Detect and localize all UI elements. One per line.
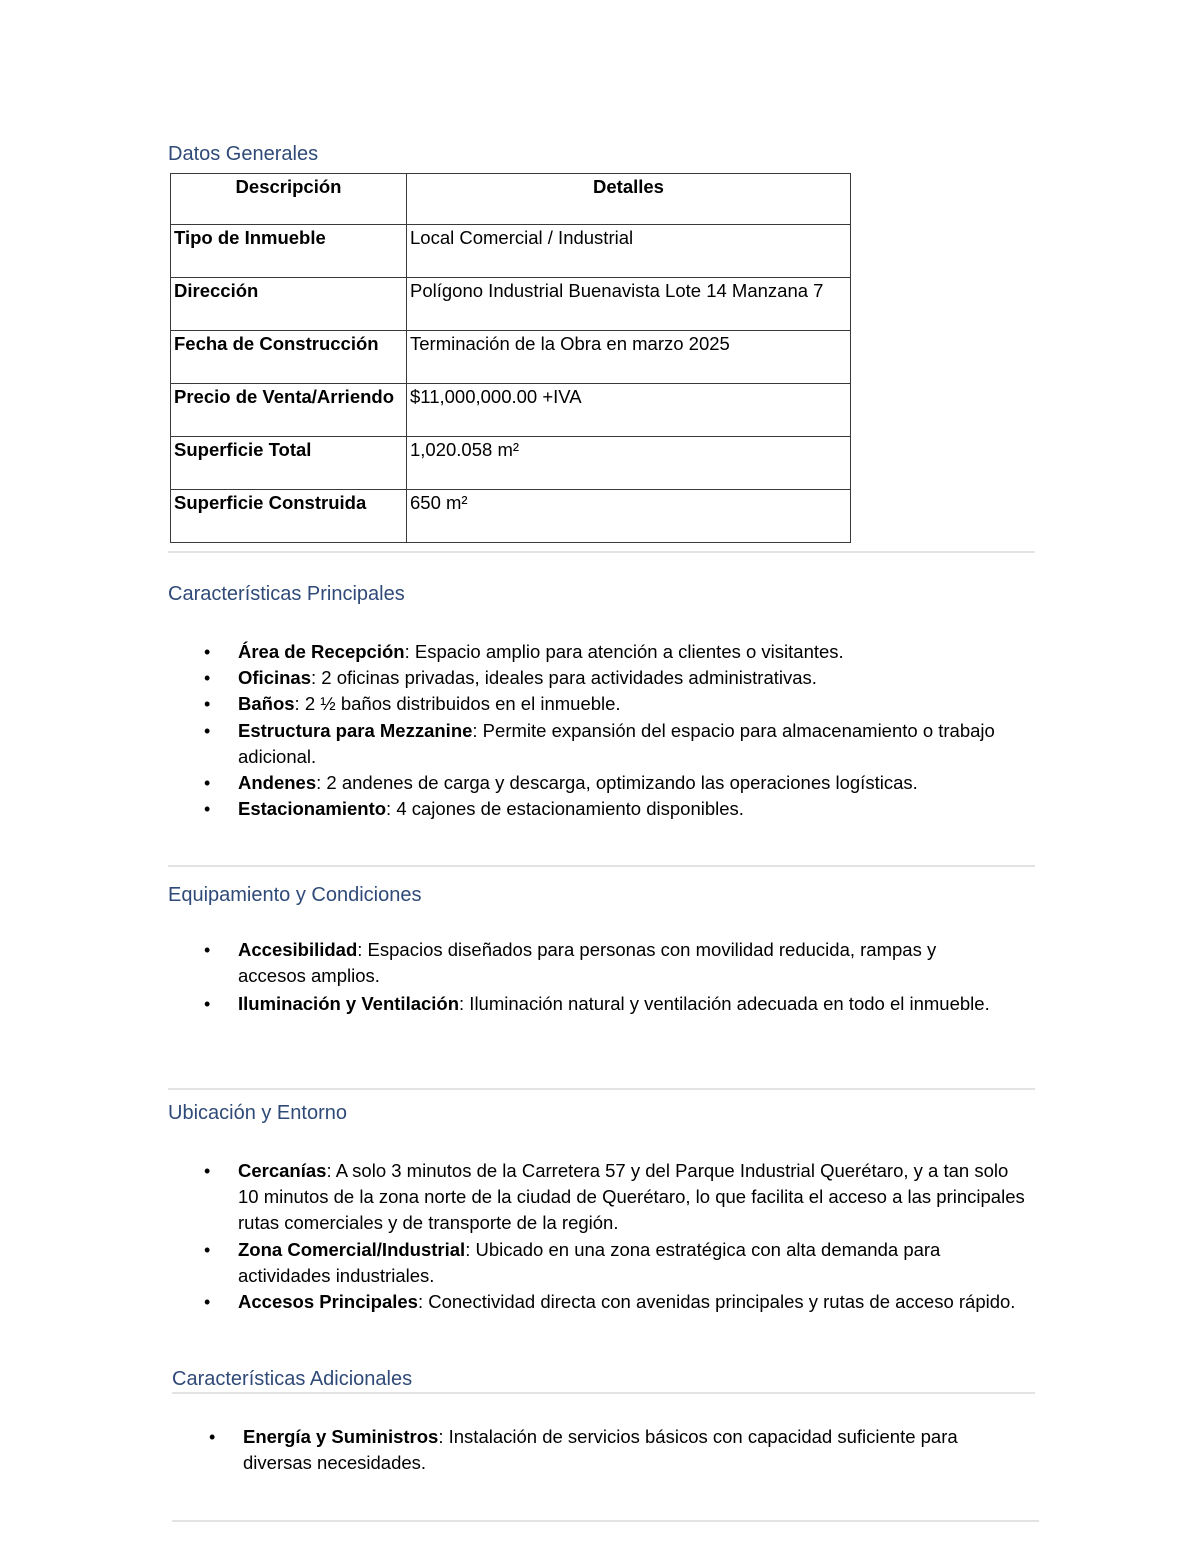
table-row-value: Local Comercial / Industrial — [407, 225, 851, 278]
table-header-cell: Descripción — [171, 174, 407, 225]
table-row-value: Polígono Industrial Buenavista Lote 14 Manzana 7 — [407, 278, 851, 331]
list-item — [204, 796, 998, 822]
bullet-icon: • — [204, 720, 211, 741]
list-item-term: Baños — [238, 693, 295, 715]
bullet-icon: • — [204, 1239, 211, 1260]
bullet-icon: • — [204, 694, 211, 715]
list-item-term: Andenes — [238, 772, 317, 794]
section-title-ubicacion: Ubicación y Entorno — [168, 1102, 347, 1124]
table-row-label: Superficie Construida — [171, 490, 407, 543]
bullet-icon: • — [204, 994, 211, 1015]
table-row — [171, 225, 851, 278]
list-item-term: Accesibilidad — [238, 939, 358, 960]
list-item-term: Zona Comercial/Industrial — [238, 1238, 466, 1260]
table-row-value: 650 m² — [407, 490, 851, 543]
table-row-value: Terminación de la Obra en marzo 2025 — [407, 331, 851, 384]
bullet-icon: • — [209, 1427, 216, 1447]
list-item-text: : 2 andenes de carga y descarga, optimizando las operaciones logísticas. — [316, 772, 918, 794]
section-divider — [168, 1088, 1035, 1090]
section-title-equipamiento: Equipamiento y Condiciones — [168, 884, 422, 906]
list-item — [204, 1237, 1028, 1289]
bullet-icon: • — [204, 1292, 211, 1313]
section-divider — [172, 1520, 1039, 1522]
list-item-term: Estacionamiento — [238, 798, 387, 820]
list-item-text: : 2 oficinas privadas, ideales para actividades administrativas. — [311, 667, 817, 689]
bullet-icon: • — [204, 799, 211, 820]
list-item — [204, 937, 998, 989]
table-row-label: Superficie Total — [171, 437, 407, 490]
table-row-label: Tipo de Inmueble — [171, 225, 407, 278]
list-item — [204, 991, 998, 1017]
ubicacion-list — [204, 1158, 1028, 1315]
adicionales-list — [209, 1424, 1003, 1476]
list-item — [204, 691, 998, 717]
equipamiento-list — [204, 937, 998, 1018]
section-title-adicionales: Características Adicionales — [172, 1368, 413, 1390]
list-item-term: Iluminación y Ventilación — [238, 993, 460, 1015]
datos-generales-table — [170, 173, 851, 543]
list-item-term: Accesos Principales — [238, 1291, 418, 1313]
table-header-row — [171, 174, 851, 225]
list-item-text: : 4 cajones de estacionamiento disponibles. — [386, 798, 744, 820]
table-row — [171, 384, 851, 437]
list-item-text: : Instalación de servicios básicos con capacidad suficiente para diversas necesidades. — [243, 1426, 958, 1474]
list-item-term: Oficinas — [238, 667, 311, 689]
section-title-datos-generales: Datos Generales — [168, 143, 319, 165]
table-row-label: Precio de Venta/Arriendo — [171, 384, 407, 437]
list-item-text: : Espacios diseñados para personas con movilidad reducida, rampas y accesos amplios. — [238, 939, 937, 987]
table-row-value: 1,020.058 m² — [407, 437, 851, 490]
list-item-text: : 2 ½ baños distribuidos en el inmueble. — [294, 693, 621, 715]
table-row — [171, 331, 851, 384]
list-item — [204, 1158, 1028, 1237]
list-item — [204, 665, 998, 691]
table-row-label: Dirección — [171, 278, 407, 331]
list-item-text: : Iluminación natural y ventilación adecuada en todo el inmueble. — [459, 993, 990, 1015]
bullet-icon: • — [204, 940, 211, 960]
list-item — [204, 1289, 1028, 1315]
list-item-text: : Espacio amplio para atención a clientes o visitantes. — [404, 641, 844, 662]
list-item-text: : Permite expansión del espacio para almacenamiento o trabajo adicional. — [238, 719, 995, 767]
caracteristicas-principales-list — [204, 639, 998, 822]
section-title-caracteristicas-principales: Características Principales — [168, 583, 405, 605]
bullet-icon: • — [204, 773, 211, 794]
list-item-term: Área de Recepción — [238, 641, 405, 662]
bullet-icon: • — [204, 668, 211, 689]
bullet-icon: • — [204, 1161, 211, 1181]
section-divider — [168, 865, 1035, 867]
table-row-value: $11,000,000.00 +IVA — [407, 384, 851, 437]
section-divider — [172, 1392, 1035, 1394]
list-item-term: Estructura para Mezzanine — [238, 719, 473, 741]
list-item — [209, 1424, 1003, 1476]
list-item-text: : Conectividad directa con avenidas principales y rutas de acceso rápido. — [417, 1291, 1016, 1313]
table-row — [171, 278, 851, 331]
table-row — [171, 437, 851, 490]
table-row-label: Fecha de Construcción — [171, 331, 407, 384]
list-item — [204, 639, 998, 665]
list-item-term: Cercanías — [238, 1160, 327, 1181]
section-divider — [168, 551, 1035, 553]
table-header-cell: Detalles — [407, 174, 851, 225]
bullet-icon: • — [204, 642, 211, 662]
table-row — [171, 490, 851, 543]
list-item-text: : A solo 3 minutos de la Carretera 57 y del Parque Industrial Querétaro, y a tan solo 10 minutos de la zona norte de la ciudad de Querétaro, lo que facilita el acceso a las principales rutas comerciales y de transporte de la región. — [238, 1160, 1025, 1234]
list-item — [204, 718, 998, 770]
list-item-term: Energía y Suministros — [243, 1426, 439, 1447]
list-item — [204, 770, 998, 796]
list-item-text: : Ubicado en una zona estratégica con alta demanda para actividades industriales. — [238, 1238, 941, 1286]
